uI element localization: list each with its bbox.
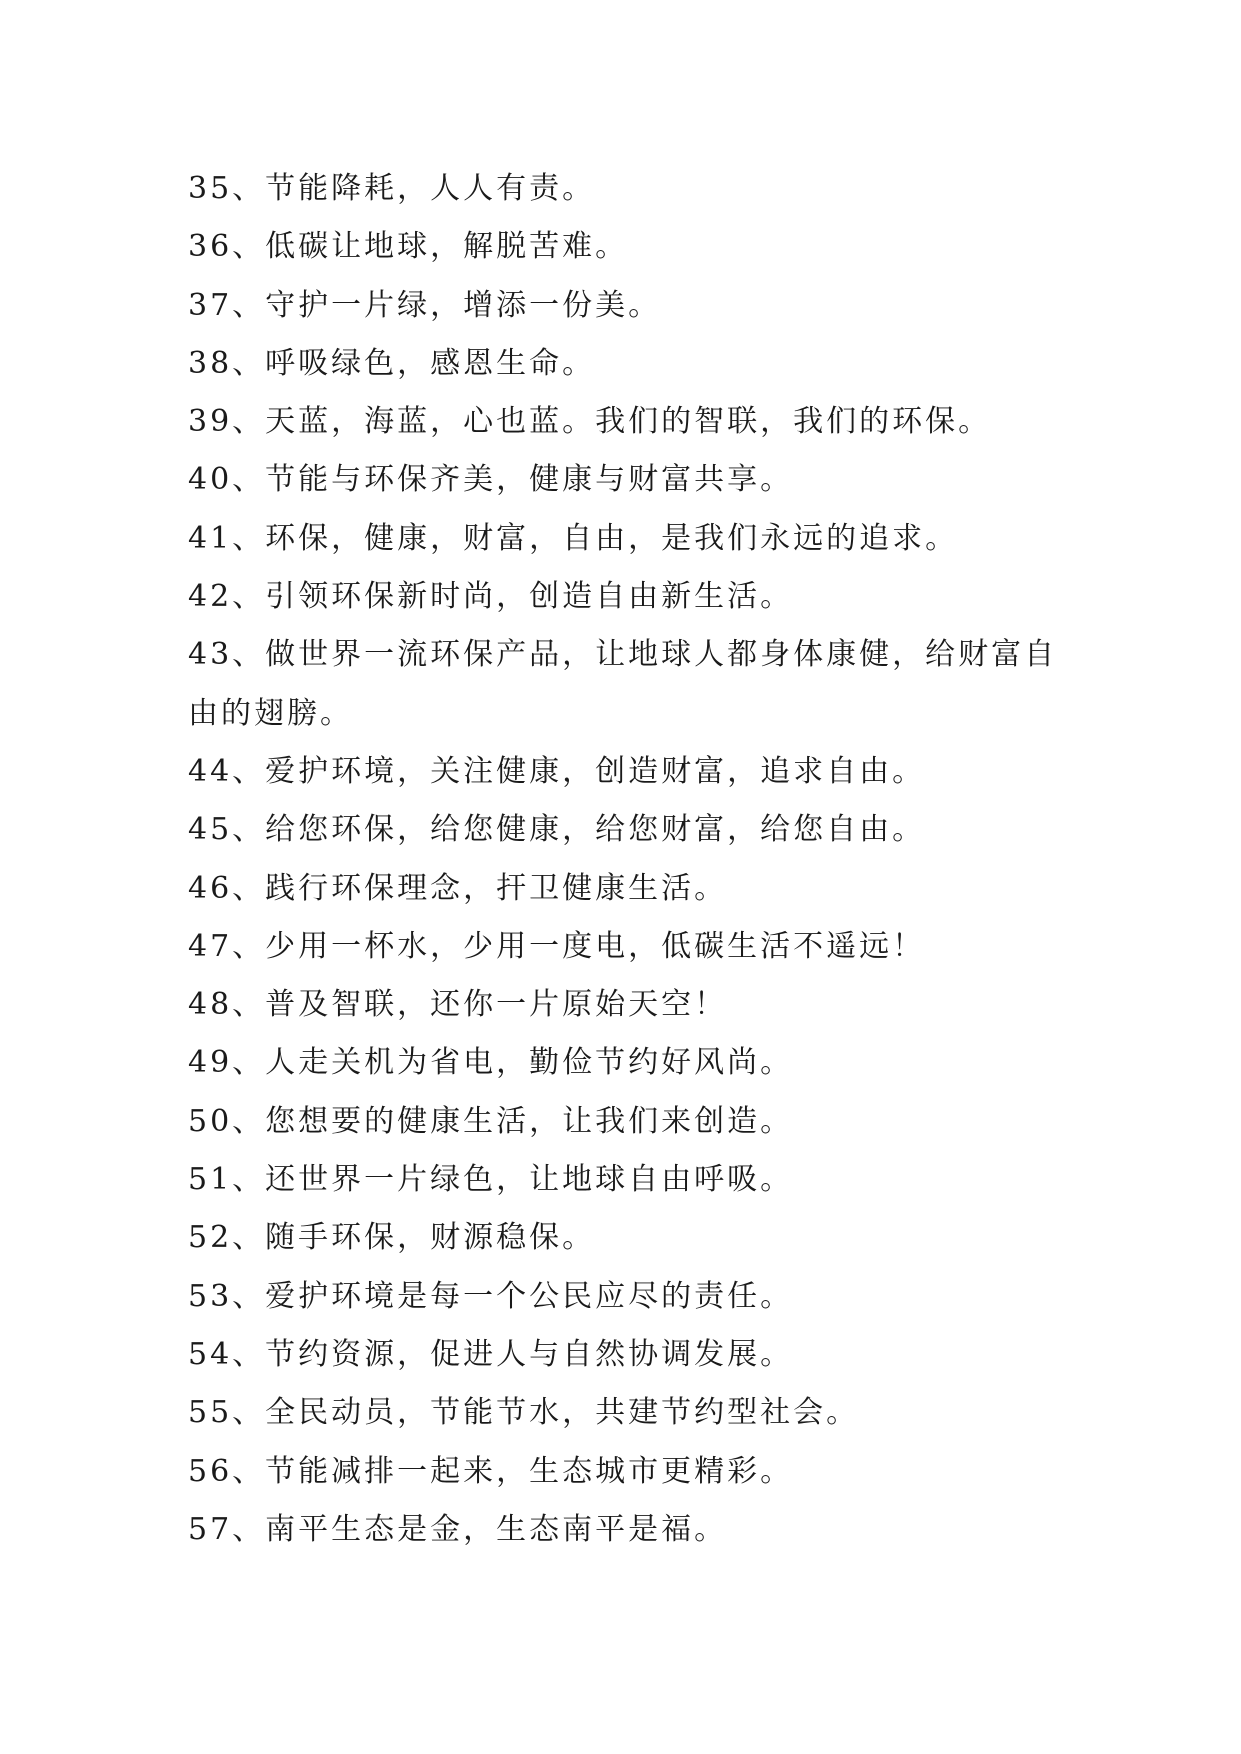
slogan-line: 49、人走关机为省电，勤俭节约好风尚。 (188, 1045, 794, 1081)
slogan-line: 46、践行环保理念，扞卫健康生活。 (188, 870, 728, 906)
slogan-line: 40、节能与环保齐美，健康与财富共享。 (188, 462, 794, 498)
slogan-line: 54、节约资源，促进人与自然协调发展。 (188, 1336, 794, 1372)
slogan-line: 35、节能降耗，人人有责。 (188, 171, 596, 206)
slogan-line: 55、全民动员，节能节水，共建节约型社会。 (188, 1395, 860, 1431)
slogan-line: 43、做世界一流环保产品，让地球人都身体康健，给财富自 (188, 637, 1058, 673)
slogan-line: 38、呼吸绿色，感恩生命。 (188, 345, 596, 381)
slogan-line: 37、守护一片绿，增添一份美。 (188, 287, 662, 323)
slogan-line: 56、节能减排一起来，生态城市更精彩。 (188, 1453, 794, 1489)
slogan-line: 41、环保，健康，财富，自由，是我们永远的追求。 (188, 520, 959, 556)
slogan-line: 45、给您环保，给您健康，给您财富，给您自由。 (188, 812, 926, 848)
slogan-line: 48、普及智联，还你一片原始天空！ (188, 987, 728, 1023)
slogan-line: 50、您想要的健康生活，让我们来创造。 (188, 1103, 794, 1139)
document-body (188, 160, 1058, 1559)
slogan-line: 39、天蓝，海蓝，心也蓝。我们的智联，我们的环保。 (188, 404, 992, 440)
slogan-line: 57、南平生态是金，生态南平是福。 (188, 1511, 728, 1547)
slogan-line: 51、还世界一片绿色，让地球自由呼吸。 (188, 1162, 794, 1198)
slogan-line: 42、引领环保新时尚，创造自由新生活。 (188, 579, 794, 615)
slogan-line: 52、随手环保，财源稳保。 (188, 1220, 596, 1256)
slogan-line: 44、爱护环境，关注健康，创造财富，追求自由。 (188, 753, 926, 789)
slogan-line: 36、低碳让地球，解脱苦难。 (188, 229, 629, 265)
slogan-line: 53、爱护环境是每一个公民应尽的责任。 (188, 1278, 794, 1314)
slogan-line-continuation: 由的翅膀。 (188, 695, 353, 731)
slogan-line: 47、少用一杯水，少用一度电，低碳生活不遥远！ (188, 928, 926, 964)
